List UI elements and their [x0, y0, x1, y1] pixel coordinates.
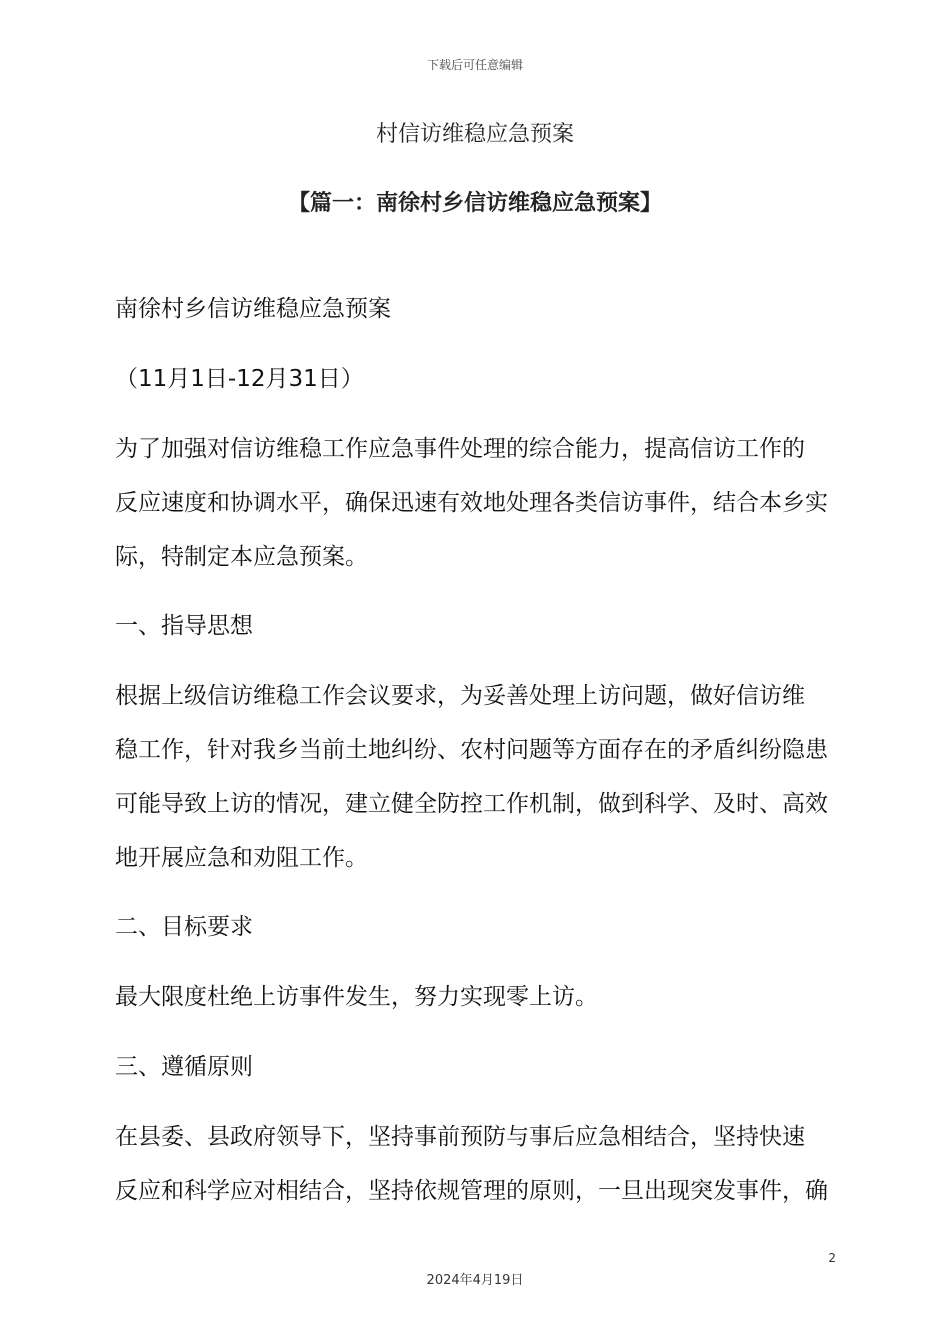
paragraph-line: 最大限度杜绝上访事件发生，努力实现零上访。 [115, 984, 598, 1010]
paragraph-line: 稳工作，针对我乡当前土地纠纷、农村问题等方面存在的矛盾纠纷隐患 [115, 737, 828, 763]
section-heading: 南徐村乡信访维稳应急预案 [115, 296, 391, 322]
header-note: 下载后可任意编辑 [426, 58, 523, 72]
section-heading: 一、指导思想 [115, 613, 253, 639]
paragraph-line: 地开展应急和劝阻工作。 [115, 845, 368, 871]
paragraph-line: 反应和科学应对相结合，坚持依规管理的原则，一旦出现突发事件，确 [115, 1178, 828, 1204]
paragraph-line: 在县委、县政府领导下，坚持事前预防与事后应急相结合，坚持快速 [115, 1124, 805, 1150]
page-number: 2 [828, 1251, 836, 1265]
footer-date: 2024年4月19日 [426, 1273, 524, 1288]
paragraph-line: 为了加强对信访维稳工作应急事件处理的综合能力，提高信访工作的 [115, 436, 805, 462]
paragraph-line: 反应速度和协调水平，确保迅速有效地处理各类信访事件，结合本乡实 [115, 490, 828, 516]
paragraph-line: 根据上级信访维稳工作会议要求，为妥善处理上访问题，做好信访维 [115, 683, 805, 709]
paragraph-line: 可能导致上访的情况，建立健全防控工作机制，做到科学、及时、高效 [115, 791, 828, 817]
document-subtitle: 【篇一：南徐村乡信访维稳应急预案】 [287, 191, 662, 216]
document-title: 村信访维稳应急预案 [375, 122, 574, 147]
section-heading: 二、目标要求 [115, 914, 253, 940]
paragraph-line: 际，特制定本应急预案。 [115, 544, 368, 570]
date-range: （11月1日-12月31日） [115, 366, 364, 392]
section-heading: 三、遵循原则 [115, 1054, 253, 1080]
